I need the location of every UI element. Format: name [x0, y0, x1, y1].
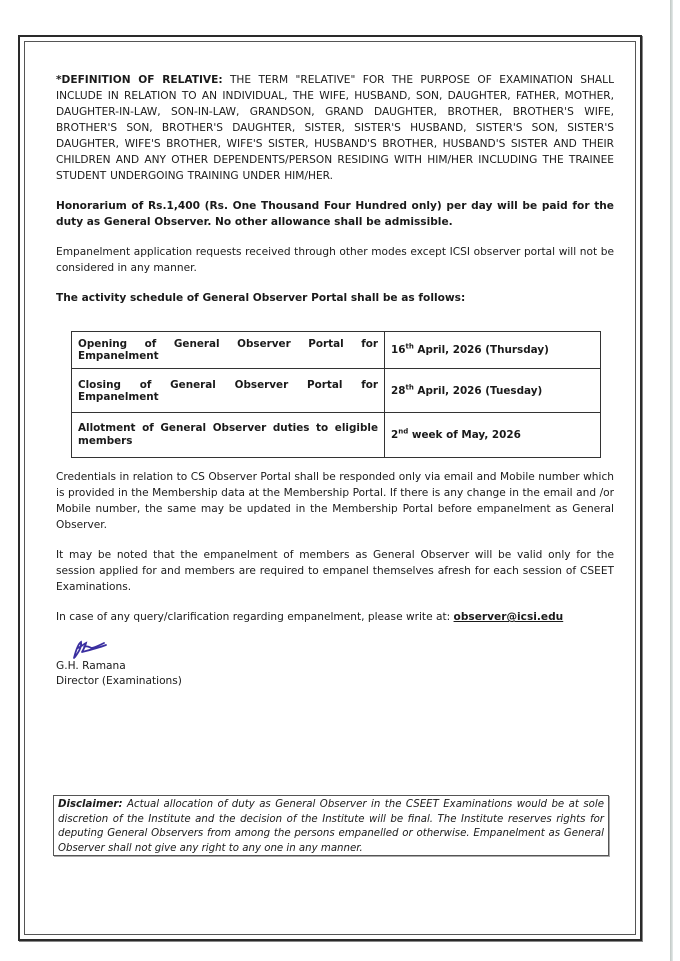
date-rest: April, 2026 (Tuesday) [413, 384, 543, 397]
notice-body-lower [56, 469, 614, 625]
query-note [56, 609, 614, 625]
empanelment-mode-note: Empanelment application requests received through other modes except ICSI observer portal will not be considered in any manner. [56, 246, 614, 274]
validity-note: It may be noted that the empanelment of members as General Observer will be valid only for the session applied for and members are required to empanel themselves afresh for each session of CSEET Examinations. [56, 549, 614, 593]
date-suffix: nd [398, 427, 409, 436]
date-day: 2 [391, 428, 399, 441]
disclaimer-box [53, 795, 609, 856]
definition-of-relative [56, 72, 614, 184]
signatory-block [56, 659, 182, 689]
activity-cell: Allotment of General Observer duties to eligible members [72, 413, 385, 458]
table-row [72, 413, 601, 458]
observer-email-link[interactable]: observer@icsi.edu [453, 611, 564, 623]
date-suffix: th [405, 342, 414, 351]
signatory-name: G.H. Ramana [56, 660, 126, 672]
table-row [72, 369, 601, 413]
honorarium-note: Honorarium of Rs.1,400 (Rs. One Thousand Four Hundred only) per day will be paid for the duty as General Observer. No other allowance shall be admissible. [56, 200, 614, 228]
disclaimer-label: Disclaimer: [58, 799, 123, 810]
definition-text: THE TERM "RELATIVE" FOR THE PURPOSE OF EXAMINATION SHALL INCLUDE IN RELATION TO AN INDIVIDUAL, THE WIFE, HUSBAND, SON, DAUGHTER, FATHER, MOTHER, DAUGHTER-IN-LAW, SON-IN-LAW, GRANDSON, GRAND DAUGHTER, BROTHER, BROTHER'S WIFE, BROTHER'S SON, BROTHER'S DAUGHTER, SISTER, SISTER'S HUSBAND, SISTER'S SON, SISTER'S DAUGHTER, WIFE'S BROTHER, WIFE'S SISTER, HUSBAND'S BROTHER, HUSBAND'S SISTER AND THEIR CHILDREN AND ANY OTHER DEPENDENTS/PERSON RESIDING WITH HIM/HER INCLUDING THE TRAINEE STUDENT UNDERGOING TRAINING UNDER HIM/HER. [56, 74, 614, 182]
notice-body-upper [56, 72, 614, 306]
query-text: In case of any query/clarification regarding empanelment, please write at: [56, 611, 454, 623]
credentials-note: Credentials in relation to CS Observer Portal shall be responded only via email and Mobile number which is provided in the Membership data at the Membership Portal. If there is any change in the email and /or Mobile number, the same may be updated in the Membership Portal before empanelment as General Observer. [56, 471, 614, 531]
table-row [72, 332, 601, 369]
definition-label: *DEFINITION OF RELATIVE: [56, 74, 223, 86]
disclaimer-text: Actual allocation of duty as General Observer in the CSEET Examinations would be at sole discretion of the Institute and the decision of the Institute will be final. The Institute reserves rights for deputing General Observers from among the persons empanelled or otherwise. Empanelment as General Observer shall not give any right to any one in any manner. [58, 799, 604, 854]
date-rest: week of May, 2026 [408, 428, 521, 441]
date-cell [385, 413, 601, 458]
activity-cell: Closing of General Observer Portal for Empanelment [72, 369, 385, 413]
date-day: 16 [391, 344, 406, 356]
date-rest: April, 2026 (Thursday) [413, 344, 549, 356]
schedule-heading: The activity schedule of General Observer Portal shall be as follows: [56, 292, 466, 304]
date-suffix: th [405, 383, 414, 392]
date-day: 28 [391, 384, 406, 397]
scan-edge [670, 0, 673, 961]
signatory-designation: Director (Examinations) [56, 675, 182, 687]
activity-cell: Opening of General Observer Portal for Empanelment [72, 332, 385, 369]
date-cell [385, 369, 601, 413]
date-cell [385, 332, 601, 369]
schedule-table [71, 331, 601, 458]
